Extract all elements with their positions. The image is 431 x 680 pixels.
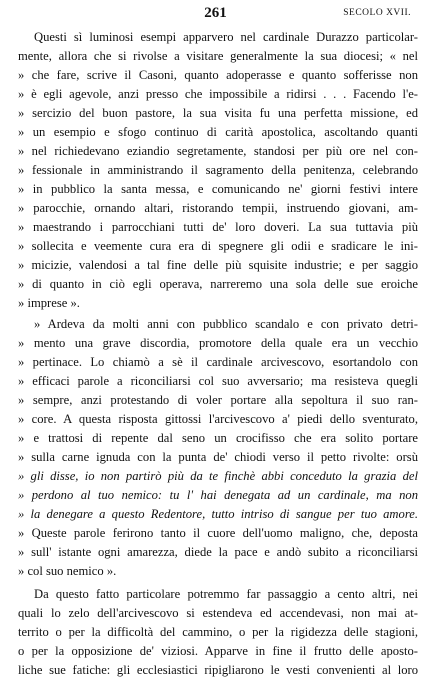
text-line: » sull' istante ogni amarezza, diede la pace e andò subito a riconciliarsi bbox=[18, 545, 418, 559]
text-line: » e trattosi di repente dal seno un crocifisso che era solito portare bbox=[18, 431, 418, 445]
text-line: » core. A questa risposta gittossi l'arcivescovo a' piedi dello sventurato, bbox=[18, 412, 418, 426]
text-line: » efficaci parole a riconciliarsi col suo avversario; ma resisteva quegli bbox=[18, 374, 418, 388]
text-line: » micizie, valendosi a tal fine delle più squisite industrie; e per saggio bbox=[18, 258, 418, 272]
text-line: » fessionale in amministrando il sagramento della penitenza, celebrando bbox=[18, 163, 418, 177]
text-line: » che fare, scrive il Casoni, quanto adoperasse e quanto sofferisse non bbox=[18, 68, 418, 82]
text-line: Questi sì luminosi esempi apparvero nel cardinale Durazzo particolar- bbox=[34, 30, 418, 44]
page-number: 261 bbox=[204, 5, 227, 21]
text-line: » è egli agevole, anzi presso che impossibile a ridirsi . . . Facendo l'e- bbox=[18, 87, 418, 101]
text-line: mente, allora che si rivolse a visitare generalmente la sua diocesi; « nel bbox=[18, 49, 418, 63]
text-line: » pertinace. Lo chiamò a sè il cardinale arcivescovo, esortandolo con bbox=[18, 355, 418, 369]
text-line: o per la opposizione de' viziosi. Apparve in fine il frutto delle aposto- bbox=[18, 644, 418, 658]
text-line: » di quanto in ciò egli operava, narreremo una sola delle sue eroiche bbox=[18, 277, 418, 291]
text-line: » Ardeva da molti anni con pubblico scandalo e con privato detri- bbox=[34, 317, 418, 331]
text-line: liche sue fatiche: gli ecclesiastici ripigliarono le vesti convenienti al loro bbox=[18, 663, 418, 677]
page-header bbox=[0, 4, 431, 22]
text-line: » nel richiedevano eziandio segretamente, standosi per più ore nel con- bbox=[18, 144, 418, 158]
text-line: » sulla carne ignuda con la punta de' chiodi verso il petto rivolte: orsù bbox=[18, 450, 418, 464]
text-line: » perdono al tuo nemico: tu l' hai denegata ad un cardinale, ma non bbox=[18, 488, 418, 502]
text-line: » sollecita e veemente cura era di spegnere gli odii e sradicare le ini- bbox=[18, 239, 418, 253]
text-line: » mento una grave discordia, promotore della quale era un vecchio bbox=[18, 336, 418, 350]
text-line: » un esempio e sfogo continuo di carità apostolica, ascoltando quanti bbox=[18, 125, 418, 139]
text-line: » gli disse, io non partirò più da te finchè abbi conceduto la grazia del bbox=[18, 469, 418, 483]
text-line: » sempre, anzi protestando di voler portare alla sepoltura il suo ran- bbox=[18, 393, 418, 407]
running-head: SECOLO XVII. bbox=[343, 8, 411, 18]
text-line: Da questo fatto particolare potremmo far passaggio a cento altri, nei bbox=[34, 587, 418, 601]
text-line: » sercizio del buon pastore, la sua visita fu una perfetta missione, ed bbox=[18, 106, 418, 120]
text-line: territo o per la difficoltà del cammino, o per la rigidezza delle stagioni, bbox=[18, 625, 418, 639]
text-line: » maestrando i parrocchiani tutti de' loro doveri. La sua tuttavia più bbox=[18, 220, 418, 234]
text-line: » la denegare a questo Redentore, tutto intriso di sangue per tuo amore. bbox=[18, 507, 418, 521]
text-line: » imprese ». bbox=[18, 296, 80, 310]
text-line: quali lo zelo dell'arcivescovo si estendeva ed accendevasi, non mai at- bbox=[18, 606, 418, 620]
text-line: » in pubblico la santa messa, e comunicando ne' giorni festivi intere bbox=[18, 182, 418, 196]
text-line: » parocchie, ornando altari, ristorando tempii, instruendo giovani, am- bbox=[18, 201, 418, 215]
text-line: » Queste parole ferirono tanto il cuore dell'uomo maligno, che, deposta bbox=[18, 526, 418, 540]
text-line: » col suo nemico ». bbox=[18, 564, 117, 578]
